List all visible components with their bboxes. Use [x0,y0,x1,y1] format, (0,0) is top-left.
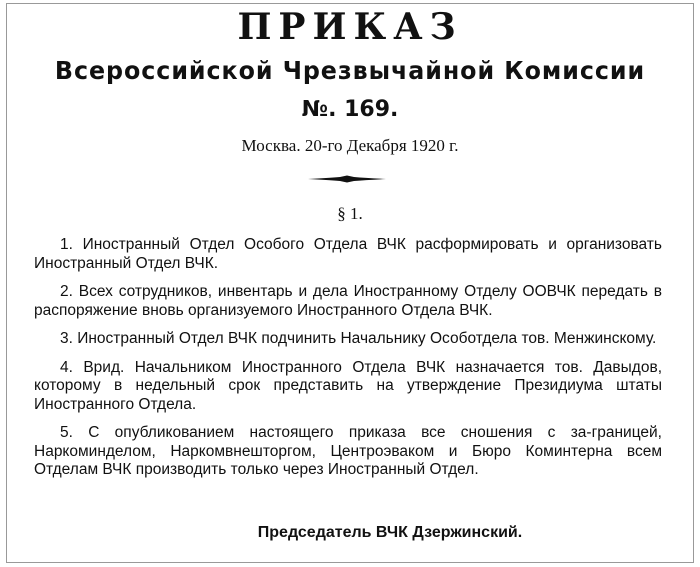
paragraph-2: 2. Всех сотрудников, инвентарь и дела Иностранному Отделу ООВЧК передать в распоряжение вновь организуемого Иностранного Отдела ВЧК. [34,283,662,319]
paragraph-3: 3. Иностранный Отдел ВЧК подчинить Начальнику Особотдела тов. Менжинскому. [60,330,657,347]
order-number: №. 169. [301,97,399,122]
section-heading: § 1. [337,204,363,223]
document-subtitle: Всероссийской Чрезвычайной Комиссии [54,56,646,85]
ornament-divider [308,175,386,183]
paragraph-5: 5. С опубликованием настоящего приказа все сношения с за-границей, Наркоминделом, Наркомвнешторгом, Центроэваком и Бюро Коминтерна всем Отделам ВЧК производить только через Иностранный Отдел. [34,424,662,478]
paragraph-4: 4. Врид. Начальником Иностранного Отдела ВЧК назначается тов. Давыдов, которому в недельный срок представить на утверждение Президиума штаты Иностранного Отдела. [34,358,662,413]
order-paragraphs [34,236,662,490]
signature: Председатель ВЧК Дзержинский. [257,524,523,541]
place-date: Москва. 20-го Декабря 1920 г. [241,136,459,155]
paragraph-1: 1. Иностранный Отдел Особого Отдела ВЧК расформировать и организовать Иностранный Отдел ВЧК. [34,236,662,272]
document-title: ПРИКАЗ [237,6,463,48]
